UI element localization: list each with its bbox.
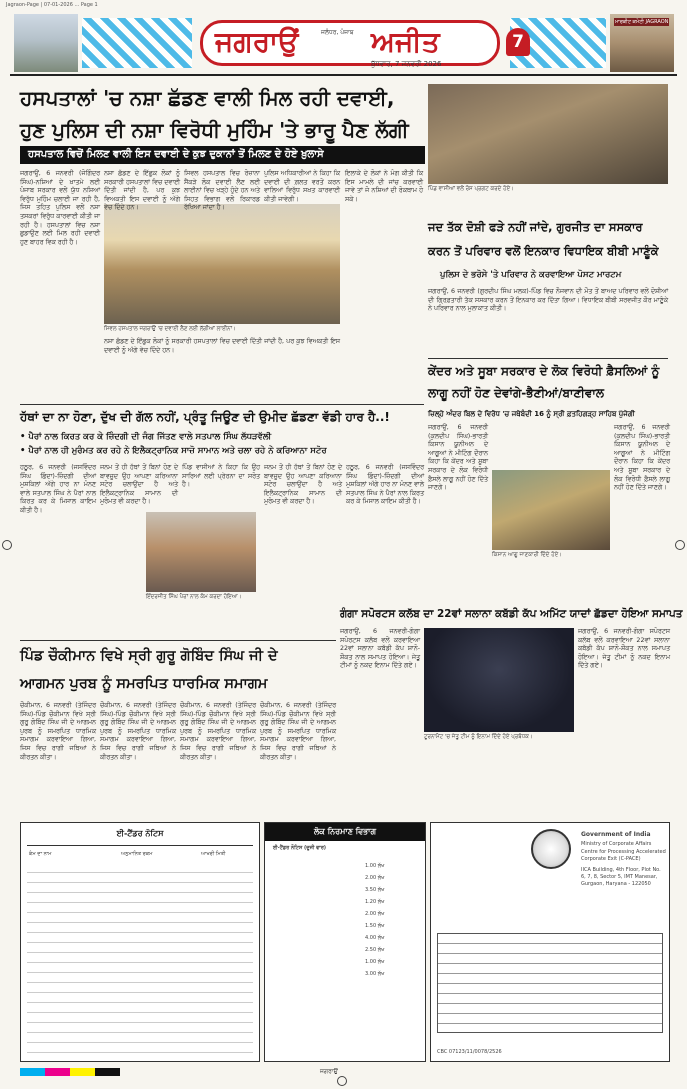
ad-item: 4.00 ਲੱਖ: [365, 935, 385, 941]
right-headline-2: ਕਰਨ ਤੋਂ ਪਰਿਵਾਰ ਵਲੋਂ ਇਨਕਾਰ ਵਿਧਾਇਕ ਬੀਬੀ ਮਾਣੂੰਕੇ: [428, 244, 659, 258]
ad-item: 2.00 ਲੱਖ: [365, 911, 385, 917]
brand-tagline: ਜਲੰਧਰ, ਪੰਜਾਬ: [321, 29, 354, 36]
protest-photo: [428, 84, 668, 184]
masthead-left-photo: [14, 14, 78, 72]
kendra-text-col1: ਜਗਰਾਉਂ, 6 ਜਨਵਰੀ (ਕੁਲਦੀਪ ਸਿੰਘ)-ਭਾਰਤੀ ਕਿਸਾਨ ਯੂਨੀਅਨ ਦੇ ਆਗੂਆਂ ਨੇ ਮੀਟਿੰਗ ਦੌਰਾਨ ਕਿਹਾ ਕਿ ਕੇਂਦਰ ਅਤੇ ਸੂਬਾ ਸਰਕਾਰ ਦੇ ਲੋਕ ਵਿਰੋਧੀ ਫ਼ੈਸਲੇ ਲਾਗੂ ਨਹੀਂ ਹੋਣ ਦਿੱਤੇ ਜਾਣਗੇ।: [428, 424, 488, 492]
bullet-text: ਪੈਰਾਂ ਨਾਲ ਹੀ ਮੁਰੰਮਤ ਕਰ ਰਹੇ ਨੇ ਇਲੈਕਟ੍ਰਾਨਿਕ ਸਾਜ਼ੋ ਸਾਮਾਨ ਅਤੇ ਚਲਾ ਰਹੇ ਨੇ ਕਰਿਆਨਾ ਸਟੋਰ: [28, 446, 327, 456]
disability-text-col2: ਜਨਮ ਤੋਂ ਹੀ ਹੱਥਾਂ ਤੋਂ ਬਿਨਾਂ ਹੋਣ ਦੇ ਬਾਵਜੂਦ ਉਹ ਆਪਣਾ ਕਰਿਆਨਾ ਸਟੋਰ ਚਲਾਉਂਦਾ ਹੈ ਅਤੇ ਇਲੈਕਟ੍ਰਾਨਿਕ ਸਾਮਾਨ ਦੀ ਮੁਰੰਮਤ ਵੀ ਕਰਦਾ ਹੈ।: [100, 464, 178, 506]
registration-mark-icon: [675, 540, 685, 550]
sports-text-col1: ਜਗਰਾਉਂ, 6 ਜਨਵਰੀ-ਗੰਗਾ ਸਪੋਰਟਸ ਕਲੱਬ ਵਲੋਂ ਕਰਵਾਇਆ 22ਵਾਂ ਸਲਾਨਾ ਕਬੱਡੀ ਕੱਪ ਸ਼ਾਨੋ-ਸ਼ੌਕਤ ਨਾਲ ਸਮਾਪਤ ਹੋਇਆ। ਜੇਤੂ ਟੀਮਾਂ ਨੂੰ ਨਕਦ ਇਨਾਮ ਦਿੱਤੇ ਗਏ।: [340, 628, 420, 670]
religious-text-col4: ਚੌਕੀਮਾਨ, 6 ਜਨਵਰੀ (ਤੇਜਿੰਦਰ ਸਿੰਘ)-ਪਿੰਡ ਚੌਕੀਮਾਨ ਵਿਖੇ ਸ੍ਰੀ ਗੁਰੂ ਗੋਬਿੰਦ ਸਿੰਘ ਜੀ ਦੇ ਆਗਮਨ ਪੁਰਬ ਨੂੰ ਸਮਰਪਿਤ ਧਾਰਮਿਕ ਸਮਾਗਮ ਕਰਵਾਇਆ ਗਿਆ, ਜਿਸ ਵਿਚ ਰਾਗੀ ਜਥਿਆਂ ਨੇ ਕੀਰਤਨ ਕੀਤਾ।: [260, 702, 336, 761]
ad-subtitle: ਈ-ਟੈਂਡਰ ਨੋਟਿਸ (ਦੂਜੀ ਵਾਰ): [273, 845, 327, 851]
government-notice-ad: [430, 822, 670, 1062]
ad-item: 3.50 ਲੱਖ: [365, 887, 385, 893]
divider: [20, 640, 336, 641]
religious-text-col2: ਚੌਕੀਮਾਨ, 6 ਜਨਵਰੀ (ਤੇਜਿੰਦਰ ਸਿੰਘ)-ਪਿੰਡ ਚੌਕੀਮਾਨ ਵਿਖੇ ਸ੍ਰੀ ਗੁਰੂ ਗੋਬਿੰਦ ਸਿੰਘ ਜੀ ਦੇ ਆਗਮਨ ਪੁਰਬ ਨੂੰ ਸਮਰਪਿਤ ਧਾਰਮਿਕ ਸਮਾਗਮ ਕਰਵਾਇਆ ਗਿਆ, ਜਿਸ ਵਿਚ ਰਾਗੀ ਜਥਿਆਂ ਨੇ ਕੀਰਤਨ ਕੀਤਾ।: [100, 702, 176, 761]
ad-item: 1.20 ਲੱਖ: [365, 899, 385, 905]
ad-item: 2.00 ਲੱਖ: [365, 875, 385, 881]
swatch-magenta: [45, 1068, 70, 1076]
ad-title: ਈ-ਟੈਂਡਰ ਨੋਟਿਸ: [116, 829, 164, 838]
ad-item: 1.00 ਲੱਖ: [365, 863, 385, 869]
disability-text-col1: ਹਠੂਰ, 6 ਜਨਵਰੀ (ਜਸਵਿੰਦਰ ਸਿੰਘ ਛਿੰਦਾ)-ਜ਼ਿੰਦਗੀ ਦੀਆਂ ਮੁਸ਼ਕਿਲਾਂ ਅੱਗੇ ਹਾਰ ਨਾ ਮੰਨਣ ਵਾਲੇ ਸਤਪਾਲ ਸਿੰਘ ਨੇ ਪੈਰਾਂ ਨਾਲ ਕਿਰਤ ਕਰ ਕੇ ਮਿਸਾਲ ਕਾਇਮ ਕੀਤੀ ਹੈ।: [20, 464, 96, 514]
religious-headline-2: ਆਗਮਨ ਪੁਰਬ ਨੂੰ ਸਮਰਪਿਤ ਧਾਰਮਿਕ ਸਮਾਗਮ: [20, 676, 268, 692]
lead-headline-1: ਹਸਪਤਾਲਾਂ 'ਚ ਨਸ਼ਾ ਛੱਡਣ ਵਾਲੀ ਮਿਲ ਰਹੀ ਦਵਾਈ,: [20, 86, 395, 110]
disability-text-col3: ਪਿੰਡ ਵਾਸੀਆਂ ਨੇ ਕਿਹਾ ਕਿ ਉਹ ਸਾਰਿਆਂ ਲਈ ਪ੍ਰੇਰਨਾ ਦਾ ਸਰੋਤ ਹੈ।: [182, 464, 260, 489]
divider: [20, 404, 424, 405]
religious-text-col1: ਚੌਕੀਮਾਨ, 6 ਜਨਵਰੀ (ਤੇਜਿੰਦਰ ਸਿੰਘ)-ਪਿੰਡ ਚੌਕੀਮਾਨ ਵਿਖੇ ਸ੍ਰੀ ਗੁਰੂ ਗੋਬਿੰਦ ਸਿੰਘ ਜੀ ਦੇ ਆਗਮਨ ਪੁਰਬ ਨੂੰ ਸਮਰਪਿਤ ਧਾਰਮਿਕ ਸਮਾਗਮ ਕਰਵਾਇਆ ਗਿਆ, ਜਿਸ ਵਿਚ ਰਾਗੀ ਜਥਿਆਂ ਨੇ ਕੀਰਤਨ ਕੀਤਾ।: [20, 702, 96, 761]
hospital-photo: [104, 204, 340, 324]
page-number: 7: [506, 28, 530, 56]
ad-govt: Government of India: [581, 831, 651, 838]
ad-item: 3.00 ਲੱਖ: [365, 971, 385, 977]
issue-date: ਬੁੱਧਵਾਰ, 7 ਜਨਵਰੀ 2026: [371, 60, 442, 68]
ad-title: ਲੋਕ ਨਿਰਮਾਣ ਵਿਭਾਗ: [313, 827, 377, 836]
disability-bullet-1: • ਪੈਰਾਂ ਨਾਲ ਕਿਰਤ ਕਰ ਕੇ ਜ਼ਿੰਦਗੀ ਦੀ ਜੰਗ ਜਿੱਤਣ ਵਾਲੇ ਸਤਪਾਲ ਸਿੰਘ ਲੱਧੜਵੱਲੀ: [20, 432, 272, 442]
lead-text-col1: ਜਗਰਾਉਂ, 6 ਜਨਵਰੀ (ਜੋਗਿੰਦਰ ਸਿੰਘ)-ਨਸ਼ਿਆਂ ਦੇ ਖ਼ਾਤਮੇ ਲਈ ਪੰਜਾਬ ਸਰਕਾਰ ਵਲੋਂ ਯੁੱਧ ਨਸ਼ਿਆਂ ਵਿਰੁੱਧ ਮੁਹਿੰਮ ਚਲਾਈ ਜਾ ਰਹੀ ਹੈ, ਜਿਸ ਤਹਿਤ ਪੁਲਿਸ ਵਲੋਂ ਨਸ਼ਾ ਤਸਕਰਾਂ ਵਿਰੁੱਧ ਕਾਰਵਾਈ ਕੀਤੀ ਜਾ ਰਹੀ ਹੈ। ਹਸਪਤਾਲਾਂ ਵਿਚ ਨਸ਼ਾ ਛੁਡਾਉਣ ਲਈ ਮਿਲ ਰਹੀ ਦਵਾਈ ਹੁਣ ਬਾਹਰ ਵਿਕ ਰਹੀ ਹੈ।: [20, 170, 100, 246]
ad-item: 1.50 ਲੱਖ: [365, 923, 385, 929]
right-deck: ਪੁਲਿਸ ਦੇ ਭਰੋਸੇ 'ਤੇ ਪਰਿਵਾਰ ਨੇ ਕਰਵਾਇਆ ਪੋਸਟ ਮਾਰਟਮ: [440, 270, 622, 280]
edition-title: ਜਗਰਾਉਂ: [215, 25, 299, 58]
swatch-cyan: [20, 1068, 45, 1076]
lead-headline-2: ਹੁਣ ਪੁਲਿਸ ਦੀ ਨਸ਼ਾ ਵਿਰੋਧੀ ਮੁਹਿੰਮ 'ਤੇ ਭਾਰੂ ਪੈਣ ਲੱਗੀ: [20, 118, 409, 142]
disability-bullet-2: • ਪੈਰਾਂ ਨਾਲ ਹੀ ਮੁਰੰਮਤ ਕਰ ਰਹੇ ਨੇ ਇਲੈਕਟ੍ਰਾਨਿਕ ਸਾਜ਼ੋ ਸਾਮਾਨ ਅਤੇ ਚਲਾ ਰਹੇ ਨੇ ਕਰਿਆਨਾ ਸਟੋਰ: [20, 446, 327, 456]
right-body-text: ਜਗਰਾਉਂ, 6 ਜਨਵਰੀ (ਗੁਰਦੀਪ ਸਿੰਘ ਮਲਕ)-ਪਿੰਡ ਵਿਚ ਨੌਜਵਾਨ ਦੀ ਮੌਤ ਤੋਂ ਬਾਅਦ ਪਰਿਵਾਰ ਵਲੋਂ ਦੋਸ਼ੀਆਂ ਦੀ ਗ੍ਰਿਫ਼ਤਾਰੀ ਤੱਕ ਸਸਕਾਰ ਕਰਨ ਤੋਂ ਇਨਕਾਰ ਕਰ ਦਿੱਤਾ ਗਿਆ। ਵਿਧਾਇਕ ਬੀਬੀ ਸਰਵਜੀਤ ਕੌਰ ਮਾਣੂੰਕੇ ਨੇ ਪਰਿਵਾਰ ਨਾਲ ਮੁਲਾਕਾਤ ਕੀਤੀ।: [428, 288, 668, 313]
registration-mark-icon: [337, 1076, 347, 1086]
ad-column: ਆਖਰੀ ਮਿਤੀ: [201, 851, 226, 857]
ad-ministry: Ministry of Corporate Affairs: [581, 841, 652, 847]
ad-address: IICA Building, 4th Floor, Plot No. 6, 7, 8, Sector 5, IMT Manesar, Gurgaon, Haryana - 122050: [581, 867, 661, 887]
tender-ad-1: [20, 822, 260, 1062]
swatch-yellow: [70, 1068, 95, 1076]
bullet-text: ਪੈਰਾਂ ਨਾਲ ਕਿਰਤ ਕਰ ਕੇ ਜ਼ਿੰਦਗੀ ਦੀ ਜੰਗ ਜਿੱਤਣ ਵਾਲੇ ਸਤਪਾਲ ਸਿੰਘ ਲੱਧੜਵੱਲੀ: [28, 432, 272, 442]
sports-headline: ਗੰਗਾ ਸਪੋਰਟਸ ਕਲੱਬ ਦਾ 22ਵਾਂ ਸਲਾਨਾ ਕਬੱਡੀ ਕੱਪ ਅਮਿੱਟ ਯਾਦਾਂ ਛੱਡਦਾ ਹੋਇਆ ਸਮਾਪਤ: [340, 608, 683, 620]
kabaddi-photo: [424, 628, 574, 732]
lead-text-continued: ਨਸ਼ਾ ਛੱਡਣ ਦੇ ਇੱਛੁਕ ਲੋਕਾਂ ਨੂੰ ਸਰਕਾਰੀ ਹਸਪਤਾਲਾਂ ਵਿਚ ਦਵਾਈ ਦਿੱਤੀ ਜਾਂਦੀ ਹੈ, ਪਰ ਕੁਝ ਵਿਅਕਤੀ ਇਸ ਦਵਾਈ ਨੂੰ ਅੱਗੇ ਵੇਚ ਦਿੰਦੇ ਹਨ।: [104, 338, 340, 354]
kendra-deck: ਜ਼ਿਲ੍ਹੇ ਅੰਦਰ ਬਿਲ ਦੇ ਵਿਰੋਧ 'ਚ ਜਥੇਬੰਦੀ 16 ਨੂੰ ਸ੍ਰੀ ਫ਼ਤਹਿਗੜ੍ਹ ਸਾਹਿਬ ਪੁੱਜੇਗੀ: [428, 410, 635, 418]
lead-deck-bar: [20, 146, 425, 164]
lead-text-col4: ਪੁਲਿਸ ਅਧਿਕਾਰੀਆਂ ਨੇ ਕਿਹਾ ਕਿ ਦਵਾਈ ਦੀ ਗ਼ਲਤ ਵਰਤੋਂ ਕਰਨ ਵਾਲਿਆਂ ਵਿਰੁੱਧ ਸਖ਼ਤ ਕਾਰਵਾਈ ਕੀਤੀ ਜਾਵੇਗੀ।: [264, 170, 340, 203]
ad-item: 2.50 ਲੱਖ: [365, 947, 385, 953]
masthead-pattern-left: [82, 18, 192, 68]
brand-logo: [200, 20, 500, 66]
sports-text-col2: ਜਗਰਾਉਂ, 6 ਜਨਵਰੀ-ਗੰਗਾ ਸਪੋਰਟਸ ਕਲੱਬ ਵਲੋਂ ਕਰਵਾਇਆ 22ਵਾਂ ਸਲਾਨਾ ਕਬੱਡੀ ਕੱਪ ਸ਼ਾਨੋ-ਸ਼ੌਕਤ ਨਾਲ ਸਮਾਪਤ ਹੋਇਆ। ਜੇਤੂ ਟੀਮਾਂ ਨੂੰ ਨਕਦ ਇਨਾਮ ਦਿੱਤੇ ਗਏ।: [578, 628, 670, 670]
ad-column: ਅਨੁਮਾਨਿਤ ਰਕਮ: [121, 851, 153, 857]
swatch-black: [95, 1068, 120, 1076]
ad-centre: Centre for Processing Accelerated Corporate Exit (C-PACE): [581, 849, 666, 862]
kendra-headline-1: ਕੇਂਦਰ ਅਤੇ ਸੂਬਾ ਸਰਕਾਰ ਦੇ ਲੋਕ ਵਿਰੋਧੀ ਫ਼ੈਸਲਿਆਂ ਨੂੰ: [428, 364, 660, 378]
kendra-text-col2: ਜਗਰਾਉਂ, 6 ਜਨਵਰੀ (ਕੁਲਦੀਪ ਸਿੰਘ)-ਭਾਰਤੀ ਕਿਸਾਨ ਯੂਨੀਅਨ ਦੇ ਆਗੂਆਂ ਨੇ ਮੀਟਿੰਗ ਦੌਰਾਨ ਕਿਹਾ ਕਿ ਕੇਂਦਰ ਅਤੇ ਸੂਬਾ ਸਰਕਾਰ ਦੇ ਲੋਕ ਵਿਰੋਧੀ ਫ਼ੈਸਲੇ ਲਾਗੂ ਨਹੀਂ ਹੋਣ ਦਿੱਤੇ ਜਾਣਗੇ।: [614, 424, 670, 492]
ad-table-body: [27, 863, 253, 1053]
cobbler-photo-caption: ਇੰਦਰਜੀਤ ਸਿੰਘ ਪੈਰਾਂ ਨਾਲ ਕੰਮ ਕਰਦਾ ਹੋਇਆ।: [146, 594, 242, 600]
ad-table: [437, 933, 663, 1033]
kendra-headline-2: ਲਾਗੂ ਨਹੀਂ ਹੋਣ ਦੇਵਾਂਗੇ-ਭੈਣੀਆਂ/ਬਾਣੀਵਾਲ: [428, 386, 604, 400]
newspaper-name: ਅਜੀਤ: [371, 25, 440, 58]
farmers-photo: [492, 470, 610, 550]
protest-photo-caption: ਪਿੰਡ ਵਾਸੀਆਂ ਵਲੋਂ ਰੋਸ ਪ੍ਰਗਟ ਕਰਦੇ ਹੋਏ।: [428, 186, 514, 192]
hospital-photo-caption: ਸਿਵਲ ਹਸਪਤਾਲ ਜਗਰਾਉਂ 'ਚ ਦਵਾਈ ਲੈਣ ਲਈ ਲੱਗੀਆਂ ਲਾਈਨਾਂ।: [104, 326, 236, 332]
lead-text-col3: ਸਿਵਲ ਹਸਪਤਾਲ ਵਿਚ ਰੋਜ਼ਾਨਾ ਸੈਂਕੜੇ ਲੋਕ ਦਵਾਈ ਲੈਣ ਲਈ ਲਾਈਨਾਂ ਵਿਚ ਖੜ੍ਹੇ ਹੁੰਦੇ ਹਨ ਅਤੇ ਸਿਹਤ ਵਿਭਾਗ ਵਲੋਂ ਰਿਕਾਰਡ ਰੱਖਿਆ ਜਾਂਦਾ ਹੈ।: [184, 170, 260, 212]
print-slug: Jagraon-Page | 07-01-2026 ... Page 1: [6, 2, 98, 8]
cobbler-photo: [146, 512, 256, 592]
color-calibration-bar: [20, 1068, 120, 1076]
masthead-photo-sign: ਮਾਰਕੀਟ ਕਮੇਟੀ JAGRAON: [615, 19, 669, 25]
ad-item: 1.00 ਲੱਖ: [365, 959, 385, 965]
right-headline-1: ਜਦ ਤੱਕ ਦੋਸ਼ੀ ਫੜੇ ਨਹੀਂ ਜਾਂਦੇ, ਗੁਰਜੀਤ ਦਾ ਸਸਕਾਰ: [428, 220, 643, 234]
disability-text-col4: ਜਨਮ ਤੋਂ ਹੀ ਹੱਥਾਂ ਤੋਂ ਬਿਨਾਂ ਹੋਣ ਦੇ ਬਾਵਜੂਦ ਉਹ ਆਪਣਾ ਕਰਿਆਨਾ ਸਟੋਰ ਚਲਾਉਂਦਾ ਹੈ ਅਤੇ ਇਲੈਕਟ੍ਰਾਨਿਕ ਸਾਮਾਨ ਦੀ ਮੁਰੰਮਤ ਵੀ ਕਰਦਾ ਹੈ।: [264, 464, 342, 506]
religious-text-col3: ਚੌਕੀਮਾਨ, 6 ਜਨਵਰੀ (ਤੇਜਿੰਦਰ ਸਿੰਘ)-ਪਿੰਡ ਚੌਕੀਮਾਨ ਵਿਖੇ ਸ੍ਰੀ ਗੁਰੂ ਗੋਬਿੰਦ ਸਿੰਘ ਜੀ ਦੇ ਆਗਮਨ ਪੁਰਬ ਨੂੰ ਸਮਰਪਿਤ ਧਾਰਮਿਕ ਸਮਾਗਮ ਕਰਵਾਇਆ ਗਿਆ, ਜਿਸ ਵਿਚ ਰਾਗੀ ਜਥਿਆਂ ਨੇ ਕੀਰਤਨ ਕੀਤਾ।: [180, 702, 256, 761]
ad-footer-code: CBC 07123/11/0078/2526: [437, 1049, 502, 1055]
tender-ad-2: [264, 822, 426, 1062]
national-emblem-icon: [531, 829, 571, 869]
ad-column: ਕੰਮ ਦਾ ਨਾਮ: [29, 851, 52, 857]
ad-header: [265, 823, 425, 841]
ad-divider: [27, 845, 253, 846]
religious-headline-1: ਪਿੰਡ ਚੌਕੀਮਾਨ ਵਿਖੇ ਸ੍ਰੀ ਗੁਰੂ ਗੋਬਿੰਦ ਸਿੰਘ ਜੀ ਦੇ: [20, 648, 278, 664]
registration-mark-icon: [2, 540, 12, 550]
masthead: [10, 12, 677, 76]
lead-deck: ਹਸਪਤਾਲ ਵਿਚੋਂ ਮਿਲਣ ਵਾਲੀ ਇਸ ਦਵਾਈ ਦੇ ਕੁਝ ਦੁਕਾਨਾਂ ਤੋਂ ਮਿਲਣ ਦੇ ਹੋਏ ਖ਼ੁਲਾਸੇ: [28, 149, 324, 160]
masthead-right-photo: [610, 14, 674, 72]
kabaddi-photo-caption: ਟੂਰਨਾਮੈਂਟ 'ਚ ਜੇਤੂ ਟੀਮ ਨੂੰ ਇਨਾਮ ਦਿੰਦੇ ਹੋਏ ਪ੍ਰਬੰਧਕ।: [424, 734, 533, 740]
divider: [428, 358, 668, 359]
farmers-photo-caption: ਕਿਸਾਨ ਆਗੂ ਜਾਣਕਾਰੀ ਦਿੰਦੇ ਹੋਏ।: [492, 552, 562, 558]
lead-text-col5: ਇਲਾਕੇ ਦੇ ਲੋਕਾਂ ਨੇ ਮੰਗ ਕੀਤੀ ਕਿ ਇਸ ਮਾਮਲੇ ਦੀ ਜਾਂਚ ਕਰਵਾਈ ਜਾਵੇ ਤਾਂ ਜੋ ਨਸ਼ਿਆਂ ਦੀ ਰੋਕਥਾਮ ਹੋ ਸਕੇ।: [345, 170, 423, 203]
footer-page-label: ਜਗਰਾਉਂ: [320, 1068, 338, 1075]
disability-headline: ਹੱਥਾਂ ਦਾ ਨਾ ਹੋਣਾ, ਦੁੱਖ ਦੀ ਗੱਲ ਨਹੀਂ, ਪ੍ਰੰਤੂ ਜਿਊਣ ਦੀ ਉਮੀਦ ਛੱਡਣਾ ਵੱਡੀ ਹਾਰ ਹੈ..!: [20, 410, 390, 424]
lead-text-col2: ਨਸ਼ਾ ਛੱਡਣ ਦੇ ਇੱਛੁਕ ਲੋਕਾਂ ਨੂੰ ਸਰਕਾਰੀ ਹਸਪਤਾਲਾਂ ਵਿਚ ਦਵਾਈ ਦਿੱਤੀ ਜਾਂਦੀ ਹੈ, ਪਰ ਕੁਝ ਵਿਅਕਤੀ ਇਸ ਦਵਾਈ ਨੂੰ ਅੱਗੇ ਵੇਚ ਦਿੰਦੇ ਹਨ।: [104, 170, 180, 212]
disability-text-col5: ਹਠੂਰ, 6 ਜਨਵਰੀ (ਜਸਵਿੰਦਰ ਸਿੰਘ ਛਿੰਦਾ)-ਜ਼ਿੰਦਗੀ ਦੀਆਂ ਮੁਸ਼ਕਿਲਾਂ ਅੱਗੇ ਹਾਰ ਨਾ ਮੰਨਣ ਵਾਲੇ ਸਤਪਾਲ ਸਿੰਘ ਨੇ ਪੈਰਾਂ ਨਾਲ ਕਿਰਤ ਕਰ ਕੇ ਮਿਸਾਲ ਕਾਇਮ ਕੀਤੀ ਹੈ।: [346, 464, 424, 506]
